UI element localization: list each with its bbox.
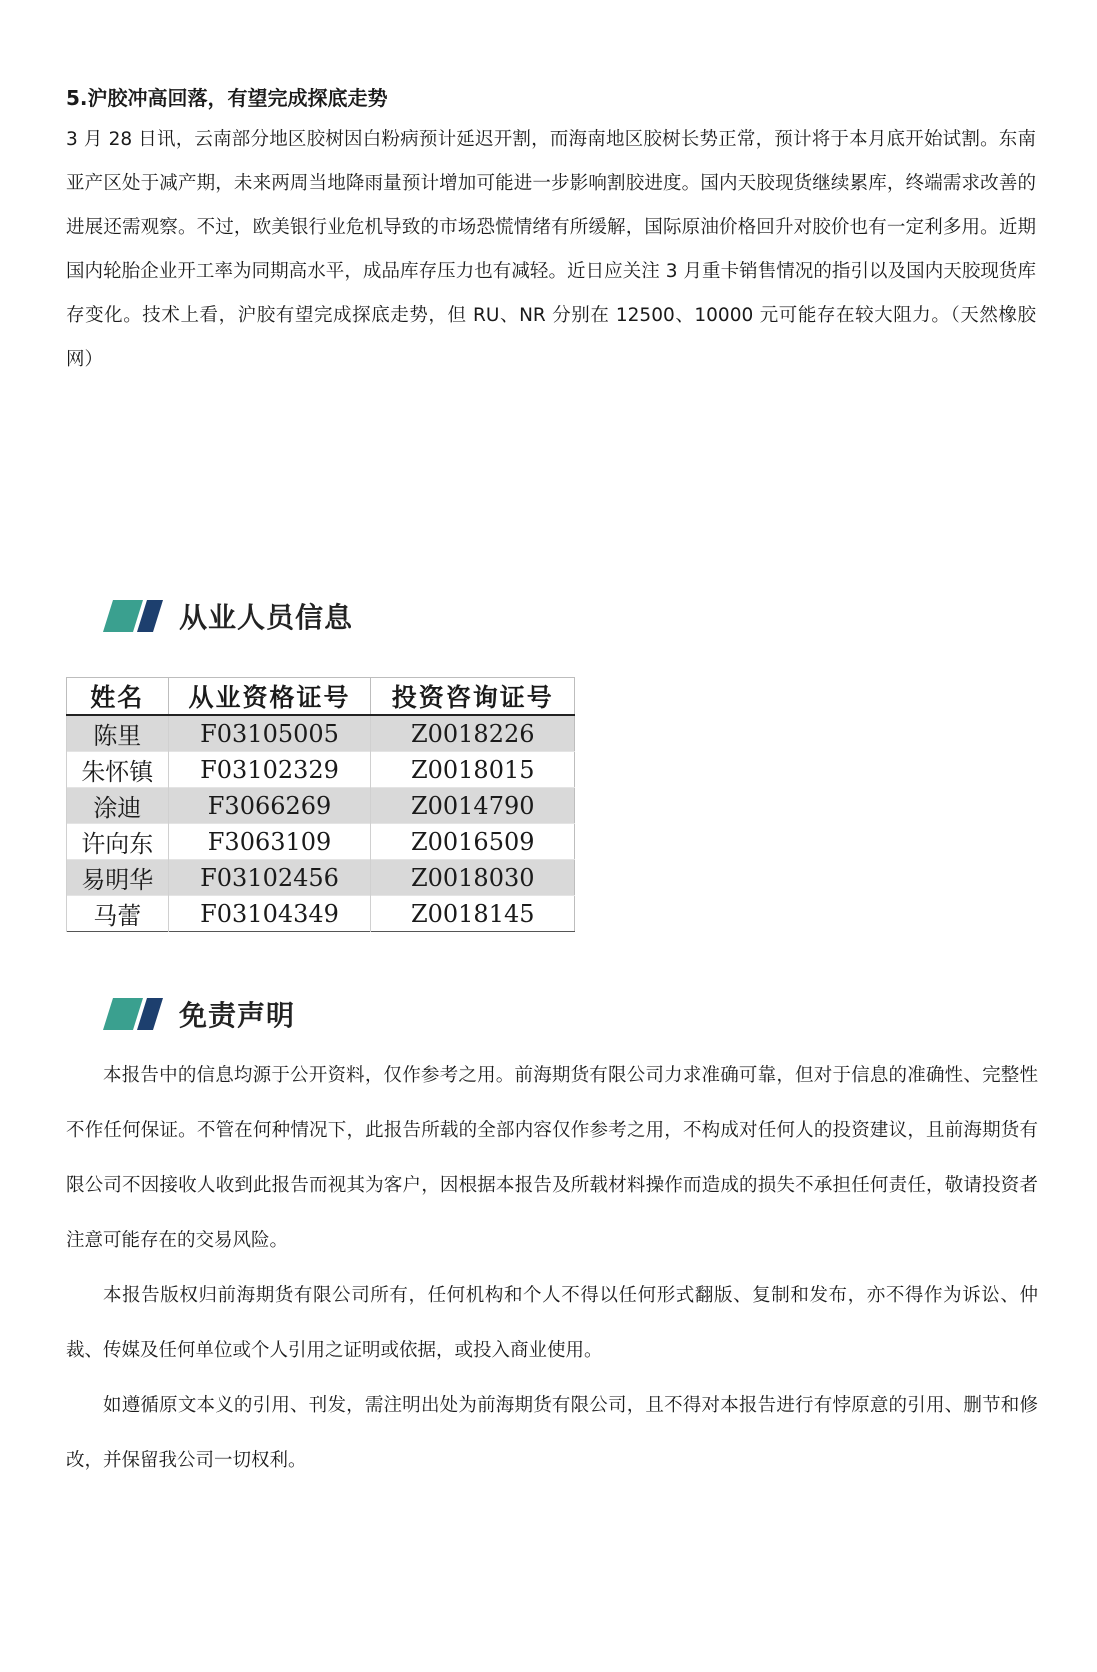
consulting-number: Z0016509 [371,824,575,860]
table-row [67,752,575,788]
disclaimer-paragraph: 本报告中的信息均源于公开资料，仅作参考之用。前海期货有限公司力求准确可靠，但对于信息的准确性、完整性不作任何保证。不管在何种情况下，此报告所载的全部内容仅作参考之用，不构成对任何人的投资建议，且前海期货有限公司不因接收人收到此报告而视其为客户，因根据本报告及所载材料操作而造成的损失不承担任何责任，敬请投资者注意可能存在的交易风险。 [66,1065,1038,1251]
staff-name: 涂迪 [67,788,169,824]
table-row [67,788,575,824]
consulting-number: Z0018226 [371,715,575,752]
heading-decoration-icon [103,600,163,632]
table-row [67,896,575,932]
consulting-number: Z0018030 [371,860,575,896]
table-header-row [67,678,575,716]
table-row [67,824,575,860]
qualification-number: F03102456 [168,860,371,896]
disclaimer-heading: 免责声明 [179,999,296,1032]
disclaimer-body [66,1048,1038,1488]
staff-table [66,677,575,932]
column-header-qualification: 从业资格证号 [168,678,371,716]
consulting-number: Z0018015 [371,752,575,788]
table-row [67,715,575,752]
table-row [67,860,575,896]
column-header-name: 姓名 [67,678,169,716]
section-5-title: 5.沪胶冲高回落，有望完成探底走势 [66,86,388,110]
staff-name: 马蕾 [67,896,169,932]
staff-heading-bar [103,598,353,634]
column-header-consulting: 投资咨询证号 [371,678,575,716]
disclaimer-paragraph: 如遵循原文本义的引用、刊发，需注明出处为前海期货有限公司，且不得对本报告进行有悖原意的引用、删节和修改，并保留我公司一切权利。 [66,1395,1038,1471]
qualification-number: F3066269 [168,788,371,824]
qualification-number: F03102329 [168,752,371,788]
staff-name: 易明华 [67,860,169,896]
staff-heading: 从业人员信息 [179,601,354,634]
disclaimer-paragraph: 本报告版权归前海期货有限公司所有，任何机构和个人不得以任何形式翻版、复制和发布，亦不得作为诉讼、仲裁、传媒及任何单位或个人引用之证明或依据，或投入商业使用。 [66,1285,1038,1361]
staff-name: 陈里 [67,715,169,752]
staff-name: 许向东 [67,824,169,860]
qualification-number: F03104349 [168,896,371,932]
section-5-body: 3 月 28 日讯，云南部分地区胶树因白粉病预计延迟开割，而海南地区胶树长势正常，预计将于本月底开始试割。东南亚产区处于减产期，未来两周当地降雨量预计增加可能进一步影响割胶进度。国内天胶现货继续累库，终端需求改善的进展还需观察。不过，欧美银行业危机导致的市场恐慌情绪有所缓解，国际原油价格回升对胶价也有一定利多用。近期国内轮胎企业开工率为同期高水平，成品库存压力也有减轻。近日应关注 3 月重卡销售情况的指引以及国内天胶现货库存变化。技术上看，沪胶有望完成探底走势，但 RU、NR 分别在 12500、10000 元可能存在较大阻力。（天然橡胶网） [66,129,1036,370]
staff-name: 朱怀镇 [67,752,169,788]
disclaimer-heading-bar [103,996,295,1032]
qualification-number: F03105005 [168,715,371,752]
consulting-number: Z0014790 [371,788,575,824]
qualification-number: F3063109 [168,824,371,860]
consulting-number: Z0018145 [371,896,575,932]
heading-decoration-icon [103,998,163,1030]
